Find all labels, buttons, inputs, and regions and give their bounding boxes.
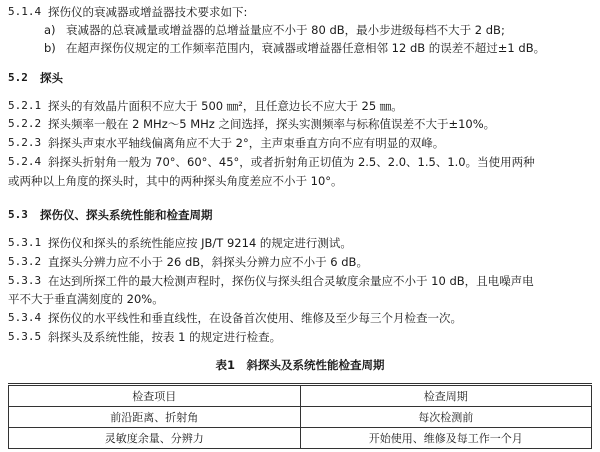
table-cell: 开始使用、维修及每工作一个月 [300,428,592,449]
list-label: b) [44,41,56,55]
table-row [9,428,592,449]
header-period: 检查周期 [300,385,592,407]
list-text: 衰减器的总衰减量或增益器的总增益量应不小于 80 dB，最小步进级每档不大于 2 dB; [66,23,505,37]
clause-number: 5.2.3 [8,136,42,149]
clause-number: 5.3.2 [8,255,42,268]
inspection-period-table [8,383,592,449]
clause-number: 5.3.3 [8,274,42,287]
section-title: 探伤仪、探头系统性能和检查周期 [40,208,213,222]
section-number: 5.2 [8,71,28,84]
table-row [9,407,592,428]
list-text: 在超声探伤仪规定的工作频率范围内，衰减器或增益器任意相邻 12 dB 的误差不超过±1 dB。 [66,41,546,55]
clause-text-continued: 或两种以上角度的探头时，其中的两种探头角度差应不小于 10°。 [8,174,343,188]
clause-text: 在达到所探工件的最大检测声程时，探伤仪与探头组合灵敏度余量应不小于 10 dB，且电噪声电 [48,274,534,288]
clause-number: 5.2.2 [8,117,42,130]
list-label: a) [44,23,56,37]
clause-number: 5.1.4 [8,5,42,18]
clause-text: 探伤仪的衰减器或增益器技术要求如下: [48,5,248,19]
section-title: 探头 [40,71,63,85]
table-cell: 灵敏度余量、分辨力 [9,428,301,449]
table-cell: 每次检测前 [300,407,592,428]
clause-text: 探伤仪和探头的系统性能应按 JB/T 9214 的规定进行测试。 [48,236,352,250]
clause-number: 5.3.1 [8,236,42,249]
clause-number: 5.3.4 [8,311,42,324]
clause-number: 5.2.4 [8,155,42,168]
clause-text: 探伤仪的水平线性和垂直线性，在设备首次使用、维修及至少每三个月检查一次。 [48,311,462,325]
clause-text: 斜探头声束水平轴线偏离角应不大于 2°，主声束垂直方向不应有明显的双峰。 [48,136,445,150]
table-caption: 表1 斜探头及系统性能检查周期 [215,358,385,372]
section-number: 5.3 [8,208,28,221]
clause-text: 直探头分辨力应不小于 26 dB，斜探头分辨力应不小于 6 dB。 [48,255,368,269]
table-header-row [9,385,592,407]
clause-text-continued: 平不大于垂直满刻度的 20%。 [8,292,164,306]
clause-number: 5.2.1 [8,99,42,112]
clause-number: 5.3.5 [8,330,42,343]
table-cell: 前沿距离、折射角 [9,407,301,428]
clause-text: 探头频率一般在 2 MHz～5 MHz 之间选择，探头实测频率与标称值误差不大于±10%。 [48,117,496,131]
clause-text: 探头的有效晶片面积不应大于 500 ㎜²，且任意边长不应大于 25 ㎜。 [48,99,403,113]
header-item: 检查项目 [9,385,301,407]
clause-text: 斜探头及系统性能，按表 1 的规定进行检查。 [48,330,282,344]
clause-text: 斜探头折射角一般为 70°、60°、45°，或者折射角正切值为 2.5、2.0、1.5、1.0。当使用两种 [48,155,535,169]
